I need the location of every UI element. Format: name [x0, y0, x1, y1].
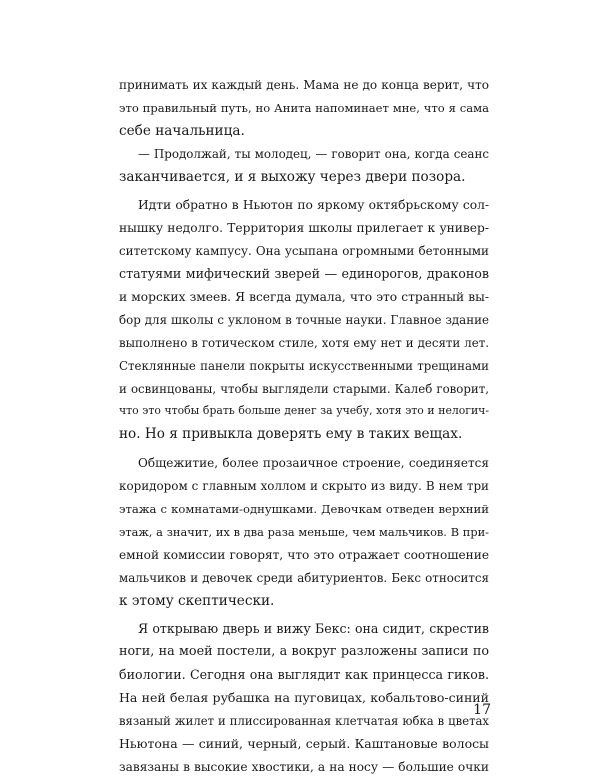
text-line: и освинцованы, чтобы выглядели старыми. Калеб говорит,: [119, 381, 489, 396]
page-number: 17: [473, 702, 491, 718]
text-line: вязаный жилет и плиссированная клетчатая юбка в цветах: [119, 714, 489, 729]
text-line: выполнено в готическом стиле, хотя ему нет и десяти лет.: [119, 335, 489, 350]
text-line: мальчиков и девочек среди абитуриентов. Бекс относится: [119, 570, 489, 585]
text-line: себе начальница.: [119, 122, 245, 139]
text-line: Я открываю дверь и вижу Бекс: она сидит, скрестив: [138, 621, 489, 637]
text-line: Идти обратно в Ньютон по яркому октябрьскому сол-: [138, 198, 489, 213]
text-line: этажа с комнатами-однушками. Девочкам отведен верхний: [119, 502, 489, 517]
text-line: На ней белая рубашка на пуговицах, кобальтово-синий: [119, 690, 489, 706]
text-line: — Продолжай, ты молодец, — говорит она, когда сеанс: [138, 146, 489, 161]
text-line: емной комиссии говорят, что это отражает соотношение: [119, 547, 489, 562]
text-line: этаж, а значит, их в два раза меньше, чем мальчиков. В при-: [119, 524, 489, 539]
text-line: Стеклянные панели покрыты искусственными трещинами: [119, 358, 489, 373]
text-line: нышку недолго. Территория школы прилегает к универ-: [119, 221, 489, 236]
text-line: Ньютона — синий, черный, серый. Каштановые волосы: [119, 735, 489, 751]
text-line: заканчивается, и я выхожу через двери позора.: [119, 168, 466, 185]
text-line: что это чтобы брать больше денег за учебу, хотя это и нелогич-: [119, 404, 489, 418]
text-line: коридором с главным холлом и скрыто из виду. В нем три: [119, 479, 489, 494]
text-line: это правильный путь, но Анита напоминает мне, что я сама: [119, 100, 489, 115]
text-line: биологии. Сегодня она выглядит как принцесса гиков.: [119, 667, 489, 683]
text-line: статуями мифический зверей — единорогов, драконов: [119, 266, 489, 282]
text-line: ноги, на моей постели, а вокруг разложены записи по: [119, 644, 489, 660]
text-line: бор для школы с уклоном в точные науки. Главное здание: [119, 312, 489, 327]
text-line: принимать их каждый день. Мама не до конца верит, что: [119, 78, 489, 92]
text-line: Общежитие, более прозаичное строение, соединяется: [138, 456, 489, 471]
text-line: но. Но я привыкла доверять ему в таких вещах.: [119, 426, 463, 443]
text-line: и морских змеев. Я всегда думала, что это странный вы-: [119, 290, 489, 305]
text-line: к этому скептически.: [119, 592, 275, 609]
body-text: [119, 74, 489, 779]
text-line: завязаны в высокие хвостики, а на носу — большие очки: [119, 759, 489, 774]
text-line: ситетскому кампусу. Она усыпана огромными бетонными: [119, 244, 489, 259]
